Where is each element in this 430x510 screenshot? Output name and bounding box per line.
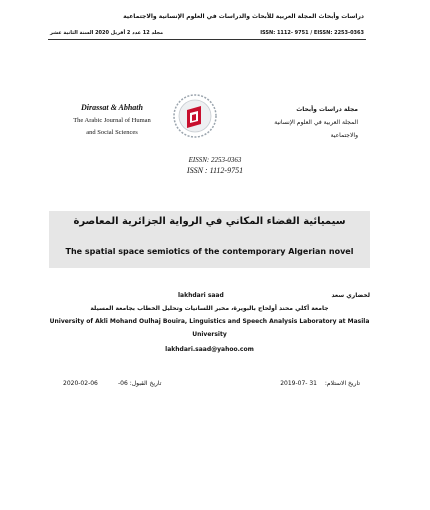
- journal-name-en-block: [62, 103, 162, 139]
- author-name-ar: لخضاري سعد: [331, 292, 370, 299]
- journal-subtitle-ar-2: والاجتماعية: [330, 132, 358, 139]
- header-rule: [48, 39, 366, 40]
- article-title-ar: سيميائية الفضاء المكاني في الرواية الجزائرية المعاصرة: [73, 216, 346, 227]
- journal-subtitle-en-2: and Social Sciences: [86, 129, 138, 136]
- journal-name-ar: مجلة دراسات وأبحاث: [296, 106, 358, 113]
- journal-name-en: Dirassat & Abhath: [81, 103, 143, 112]
- journal-subtitle-ar-1: المجلة العربية في العلوم الإنسانية: [274, 119, 358, 126]
- journal-logo-icon: [173, 94, 217, 138]
- received-date-label: تاريخ الاستلام:: [324, 380, 360, 387]
- article-title-en: The spatial space semiotics of the contemporary Algerian novel: [65, 247, 354, 256]
- affiliation-en-line-1: University of Akli Mohand Oulhaj Bouira, Linguistics and Speech Analysis Laboratory at Masila: [49, 318, 370, 325]
- affiliation-en-line-2: University: [192, 331, 227, 338]
- eissn-label: EISSN: 2253-0363: [188, 156, 242, 164]
- author-email: lakhdari.saad@yahoo.com: [165, 346, 254, 353]
- running-header-issn: ISSN: 1112- 9751 / EISSN: 2253-0363: [260, 30, 364, 36]
- running-header-volume: مجلد 12 عدد 2 أفريل 2020 السنة الثانية عشر: [50, 30, 164, 36]
- logo-graphic: [173, 94, 217, 138]
- received-date-value: 2019-07- 31: [280, 380, 317, 387]
- accepted-date-value: 2020-02-06: [63, 380, 98, 387]
- issn-label: ISSN : 1112-9751: [186, 166, 244, 175]
- affiliation-ar: جامعة أكلي محند أولحاج بالبويرة، مخبر اللسانيات وتحليل الخطاب بجامعة المسيلة: [90, 305, 329, 312]
- author-name-en: lakhdari saad: [178, 292, 224, 299]
- journal-subtitle-en-1: The Arabic Journal of Human: [73, 117, 151, 124]
- journal-name-ar-block: [266, 103, 358, 142]
- running-header-journal: دراسات وأبحاث المجلة العربية للأبحاث والدراسات في العلوم الإنسانية والاجتماعية: [123, 13, 364, 20]
- accepted-date-label: تاريخ القبول: 06-: [118, 380, 162, 387]
